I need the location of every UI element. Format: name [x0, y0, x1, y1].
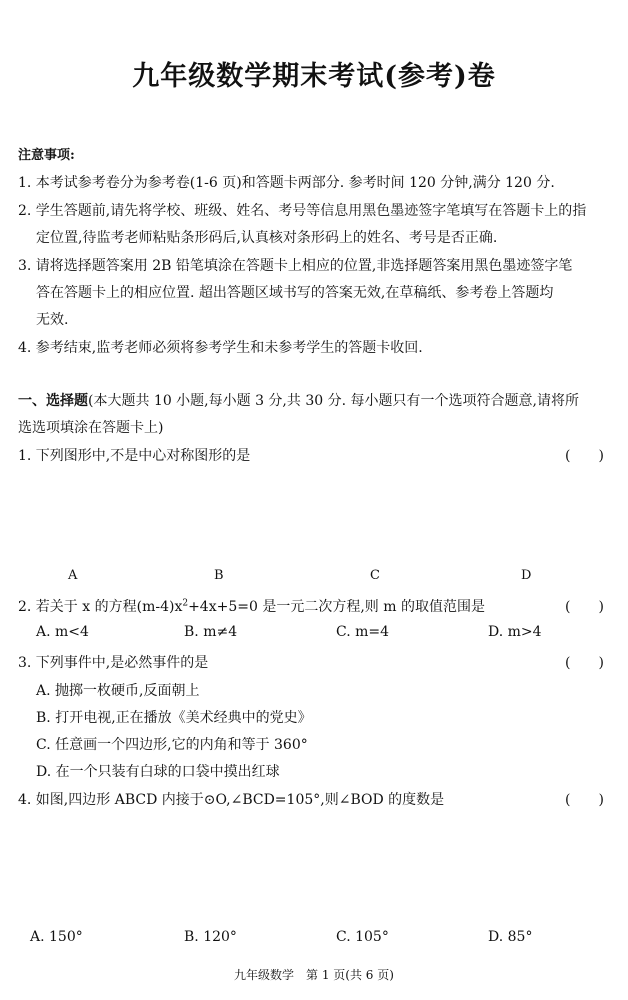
q4-stem: 4. 如图,四边形 ABCD 内接于⊙O,∠BCD=105°,则∠BOD 的度数是: [18, 792, 445, 808]
q1-label-b: B: [214, 568, 224, 583]
notice-line-3-cont2: 无效.: [36, 312, 69, 328]
q4-option-b: B. 120°: [184, 929, 237, 945]
q3-option-d: D. 在一个只装有白球的口袋中摸出红球: [36, 764, 280, 780]
q1-answer-paren: ( ): [565, 448, 604, 464]
page-title: 九年级数学期末考试(参考)卷: [132, 61, 496, 92]
q2-stem-part-b: +4x+5=0 是一元二次方程,则 m 的取值范围是: [188, 599, 485, 615]
q2-stem-part-a: 2. 若关于 x 的方程(m-4)x: [18, 599, 183, 615]
notice-line-2: 2. 学生答题前,请先将学校、班级、姓名、考号等信息用黑色墨迹签字笔填写在答题卡上的指: [18, 203, 587, 219]
q2-stem-sup: 2: [182, 598, 189, 609]
q4-option-d: D. 85°: [488, 929, 533, 945]
q4-answer-paren: ( ): [565, 792, 604, 808]
q2-option-d: D. m>4: [488, 624, 542, 640]
notice-line-3-cont: 答在答题卡上的相应位置. 超出答题区域书写的答案无效,在草稿纸、参考卷上答题均: [36, 285, 554, 301]
q2-answer-paren: ( ): [565, 599, 604, 615]
q1-label-c: C: [370, 568, 380, 583]
q1-label-d: D: [521, 568, 532, 583]
notice-line-2-cont: 定位置,待监考老师粘贴条形码后,认真核对条形码上的姓名、考号是否正确.: [36, 230, 498, 246]
q4-option-a: A. 150°: [30, 929, 83, 945]
q4-option-c: C. 105°: [336, 929, 389, 945]
q2-option-a: A. m<4: [36, 624, 89, 640]
page-footer: 九年级数学 第 1 页(共 6 页): [234, 968, 394, 982]
q2-option-c: C. m=4: [336, 624, 390, 640]
notice-line-3: 3. 请将选择题答案用 2B 铅笔填涂在答题卡上相应的位置,非选择题答案用黑色墨迹签字笔: [18, 258, 573, 274]
q2-option-b: B. m≠4: [184, 624, 238, 640]
q3-stem: 3. 下列事件中,是必然事件的是: [18, 655, 209, 671]
q2-stem: [18, 596, 485, 616]
q3-option-a: A. 抛掷一枚硬币,反面朝上: [36, 683, 200, 699]
q3-answer-paren: ( ): [565, 655, 604, 671]
section1-desc: (本大题共 10 小题,每小题 3 分,共 30 分. 每小题只有一个选项符合题意,请将所: [88, 393, 579, 409]
section1-heading: 一、选择题: [18, 393, 88, 409]
notice-heading: 注意事项:: [18, 148, 75, 163]
section1-header: [18, 390, 579, 410]
notice-line-1: 1. 本考试参考卷分为参考卷(1-6 页)和答题卡两部分. 参考时间 120 分钟,满分 120 分.: [18, 175, 555, 191]
q3-option-c: C. 任意画一个四边形,它的内角和等于 360°: [36, 737, 308, 753]
section1-desc-cont: 选选项填涂在答题卡上): [18, 420, 164, 436]
q3-option-b: B. 打开电视,正在播放《美术经典中的党史》: [36, 710, 312, 726]
q1-label-a: A: [68, 568, 78, 583]
notice-line-4: 4. 参考结束,监考老师必须将参考学生和未参考学生的答题卡收回.: [18, 340, 423, 356]
q1-stem: 1. 下列图形中,不是中心对称图形的是: [18, 448, 251, 464]
